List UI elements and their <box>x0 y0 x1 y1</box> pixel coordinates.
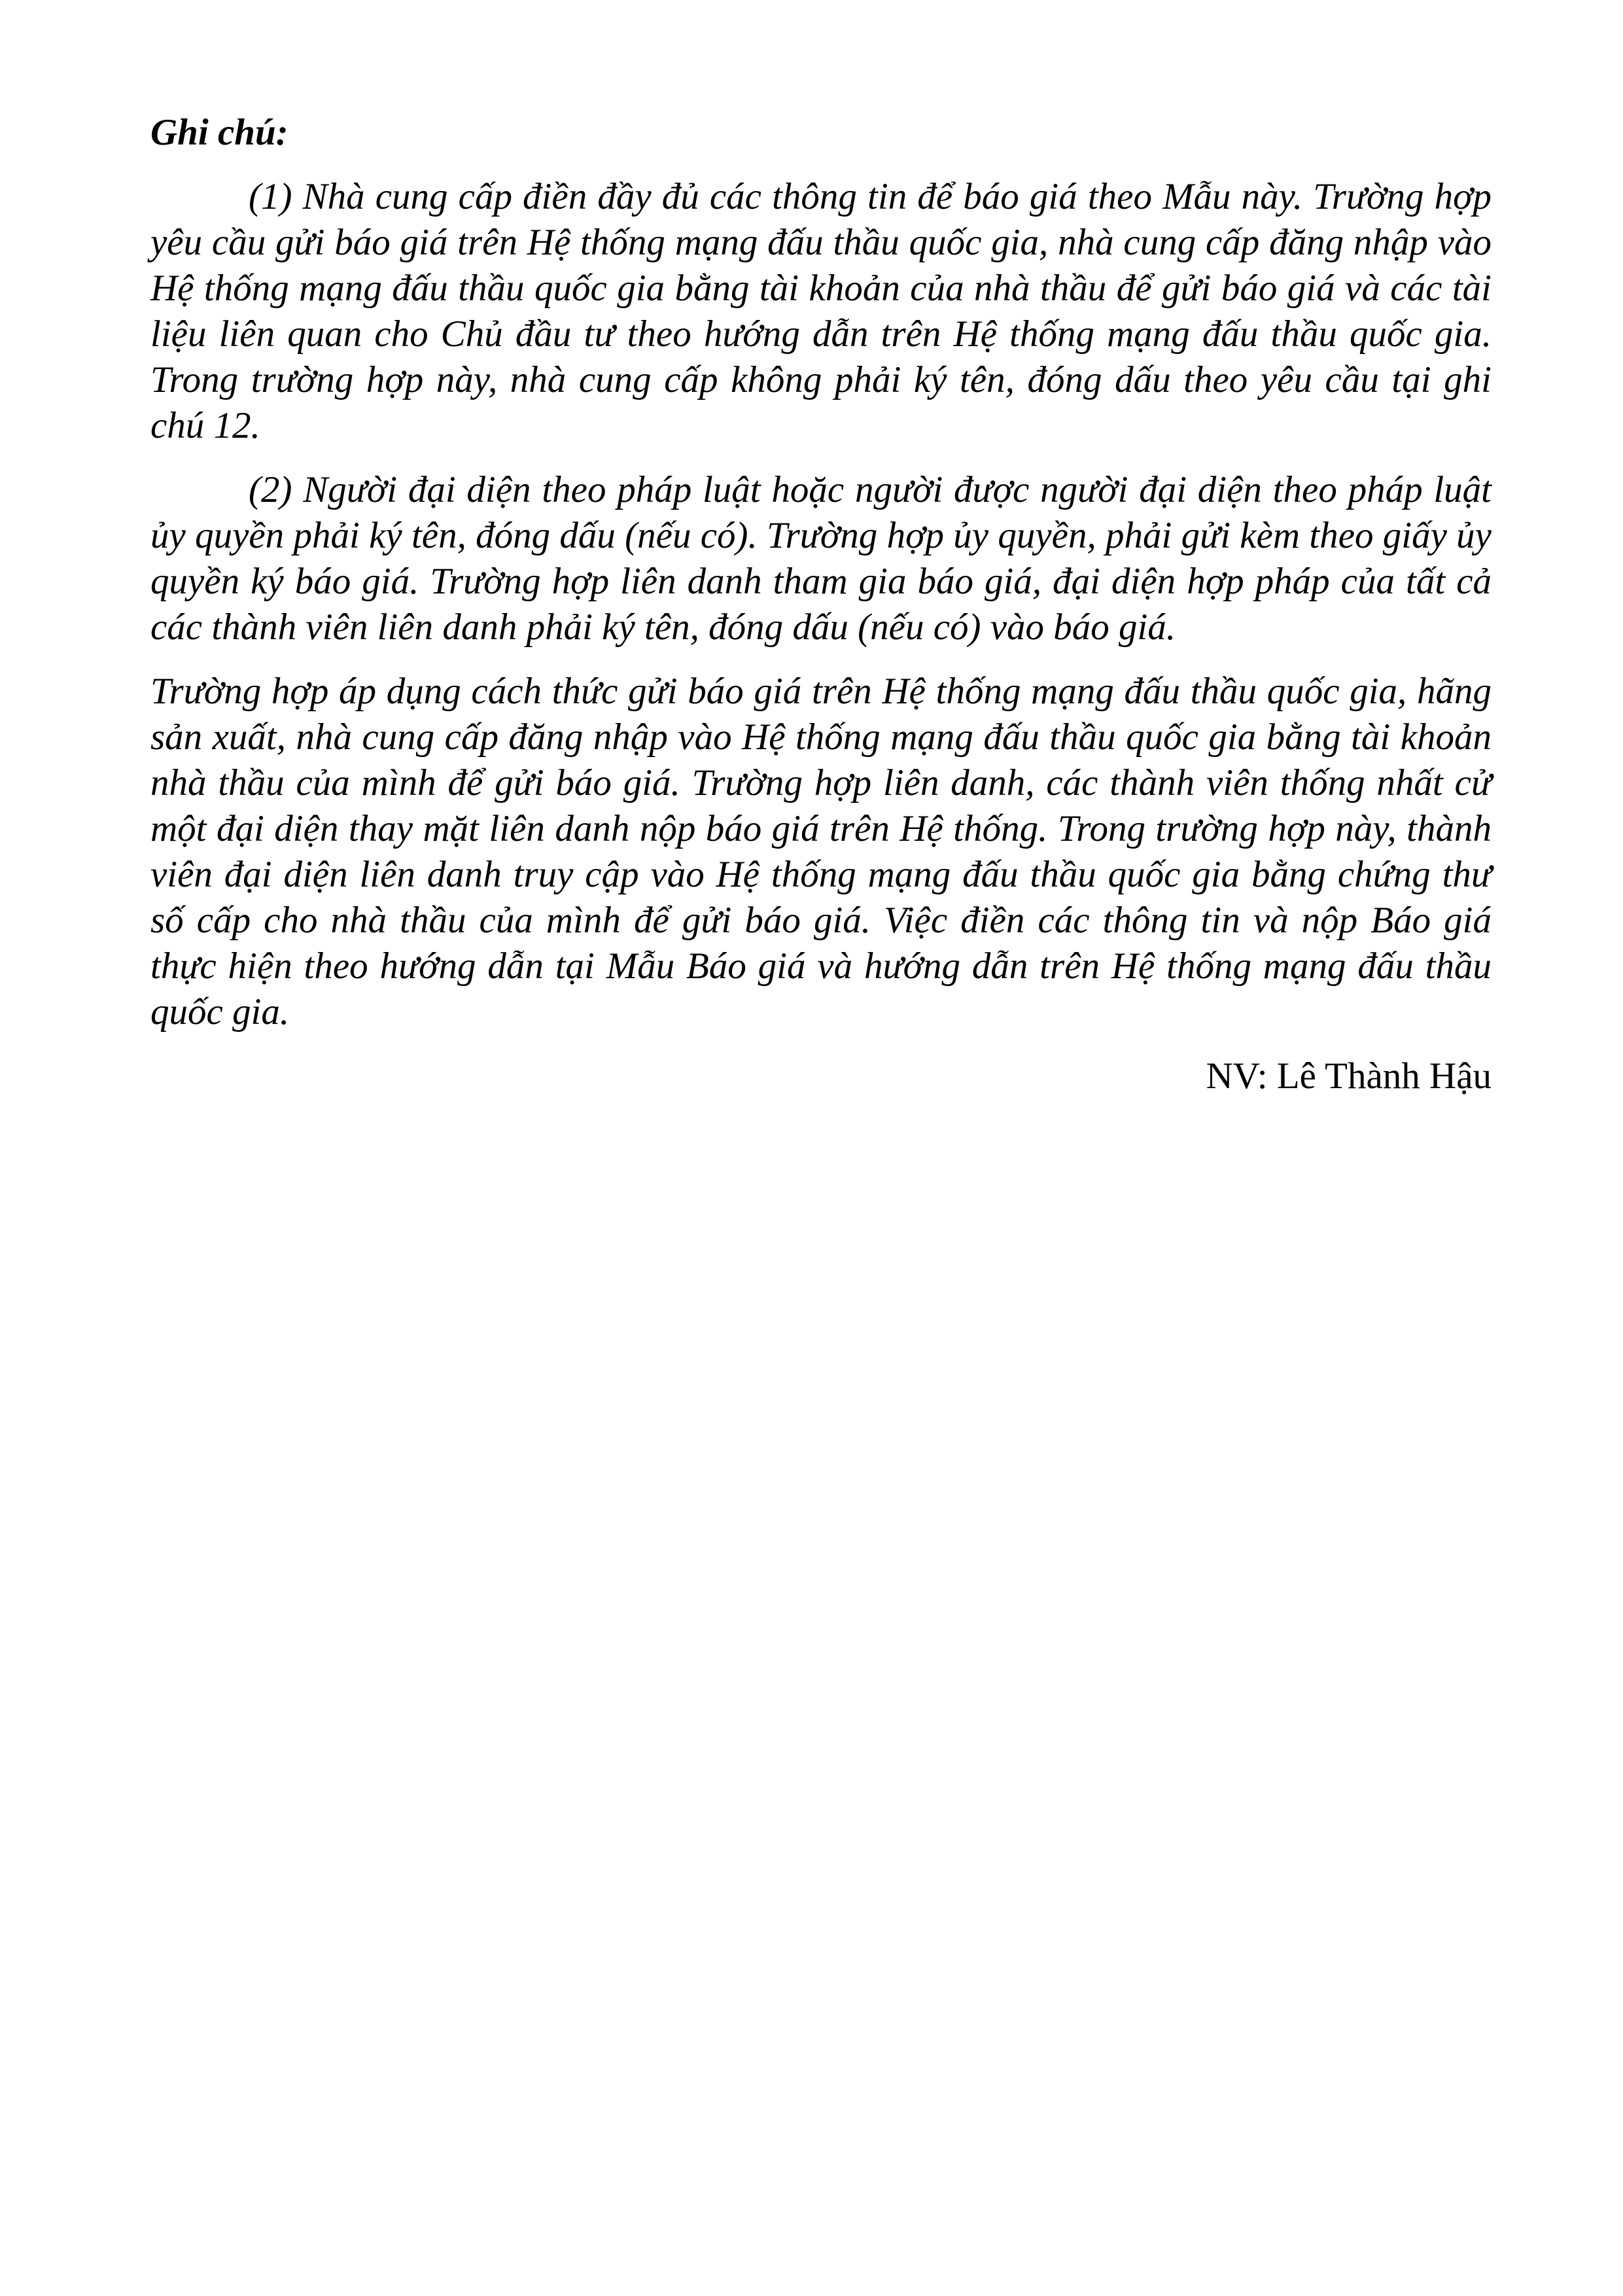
note-paragraph-3: Trường hợp áp dụng cách thức gửi báo giá trên Hệ thống mạng đấu thầu quốc gia, hãng sản xuất, nhà cung cấp đăng nhập vào Hệ thống mạng đấu thầu quốc gia bằng tài khoản nhà thầu của mình để gửi báo giá. Trường hợp liên danh, các thành viên thống nhất cử một đại diện thay mặt liên danh nộp báo giá trên Hệ thống. Trong trường hợp này, thành viên đại diện liên danh truy cập vào Hệ thống mạng đấu thầu quốc gia bằng chứng thư số cấp cho nhà thầu của mình để gửi báo giá. Việc điền các thông tin và nộp Báo giá thực hiện theo hướng dẫn tại Mẫu Báo giá và hướng dẫn trên Hệ thống mạng đấu thầu quốc gia. <box>150 671 1492 1033</box>
notes-section <box>150 110 1492 1099</box>
notes-heading: Ghi chú: <box>150 112 288 153</box>
signature-line: NV: Lê Thành Hậu <box>1206 1055 1492 1097</box>
note-paragraph-1: (1) Nhà cung cấp điền đầy đủ các thông tin để báo giá theo Mẫu này. Trường hợp yêu cầu gửi báo giá trên Hệ thống mạng đấu thầu quốc gia, nhà cung cấp đăng nhập vào Hệ thống mạng đấu thầu quốc gia bằng tài khoản của nhà thầu để gửi báo giá và các tài liệu liên quan cho Chủ đầu tư theo hướng dẫn trên Hệ thống mạng đấu thầu quốc gia. Trong trường hợp này, nhà cung cấp không phải ký tên, đóng dấu theo yêu cầu tại ghi chú 12. <box>150 176 1492 446</box>
note-paragraph-2: (2) Người đại diện theo pháp luật hoặc người được người đại diện theo pháp luật ủy quyền phải ký tên, đóng dấu (nếu có). Trường hợp ủy quyền, phải gửi kèm theo giấy ủy quyền ký báo giá. Trường hợp liên danh tham gia báo giá, đại diện hợp pháp của tất cả các thành viên liên danh phải ký tên, đóng dấu (nếu có) vào báo giá. <box>150 469 1492 648</box>
